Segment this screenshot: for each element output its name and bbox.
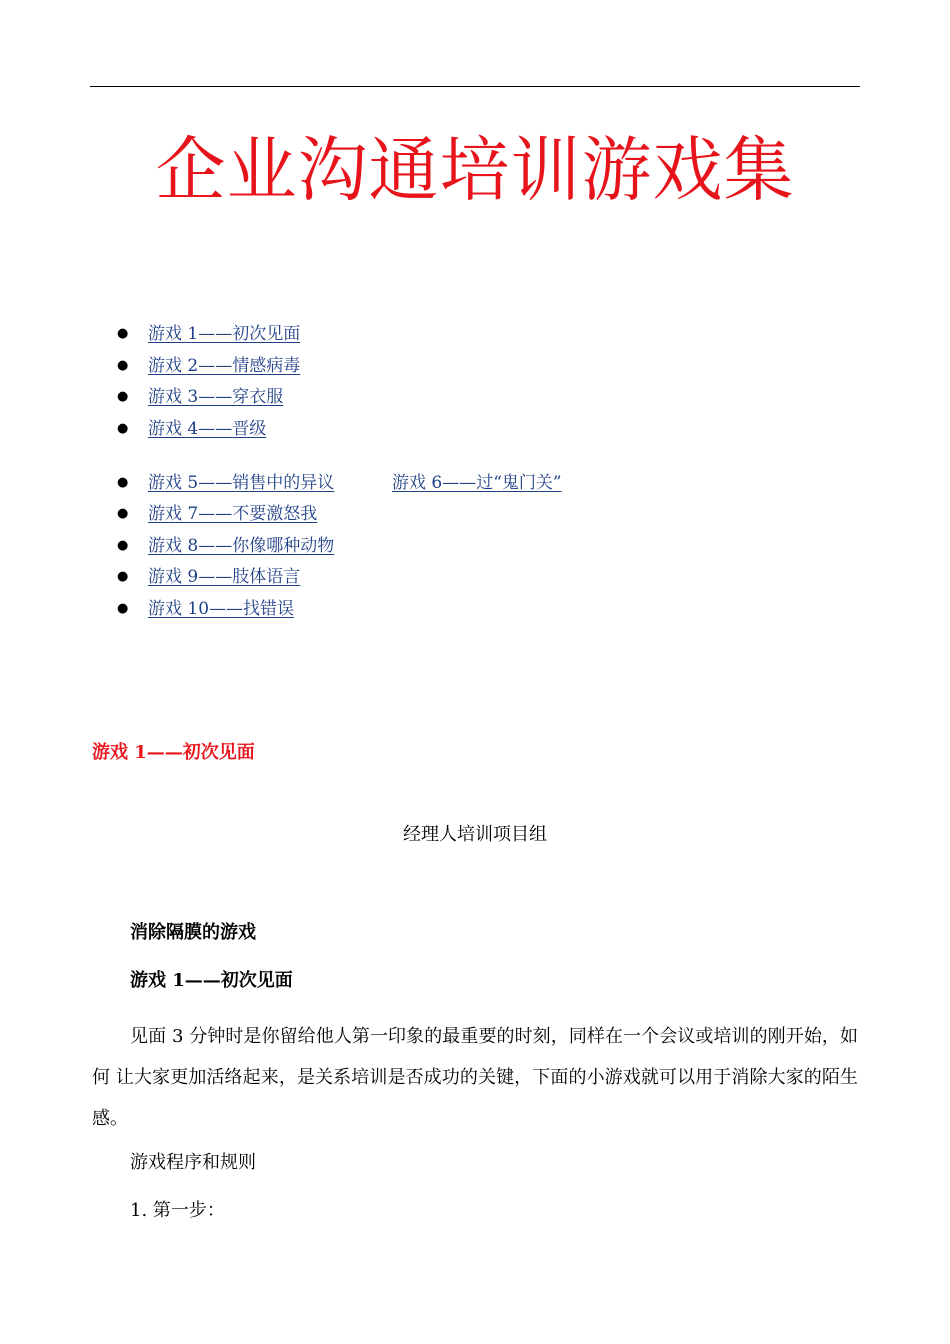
intro-paragraph: 见面 3 分钟时是你留给他人第一印象的最重要的时刻，同样在一个会议或培训的刚开始，如 何 让大家更加活络起来，是关系培训是否成功的关键，下面的小游戏就可以用于消除大家的陌生感。 (92, 1026, 858, 1129)
step-1-label: 1. 第一步： (130, 1200, 225, 1221)
bullet-icon: ● (117, 421, 129, 436)
game-title: 游戏 1——初次见面 (130, 970, 293, 991)
bullet-icon: ● (117, 538, 129, 553)
byline: 经理人培训项目组 (403, 824, 547, 845)
bullet-icon: ● (117, 569, 129, 584)
toc-link-game-10[interactable]: 游戏 10——找错误 (148, 599, 295, 619)
header-rule (90, 86, 860, 87)
procedure-label: 游戏程序和规则 (130, 1152, 256, 1173)
toc-link-game-6[interactable]: 游戏 6——过“鬼门关” (392, 473, 562, 493)
toc-link-game-3[interactable]: 游戏 3——穿衣服 (148, 387, 284, 407)
section-subtitle: 消除隔膜的游戏 (130, 922, 256, 943)
toc-link-game-9[interactable]: 游戏 9——肢体语言 (148, 567, 301, 587)
bullet-icon: ● (117, 358, 129, 373)
bullet-icon: ● (117, 475, 129, 490)
bullet-icon: ● (117, 601, 129, 616)
bullet-icon: ● (117, 389, 129, 404)
toc-link-game-7[interactable]: 游戏 7——不要激怒我 (148, 504, 318, 524)
document-title: 企业沟通培训游戏集 (155, 129, 795, 211)
toc-link-game-2[interactable]: 游戏 2——情感病毒 (148, 356, 301, 376)
bullet-icon: ● (117, 326, 129, 341)
section-heading: 游戏 1——初次见面 (92, 742, 255, 763)
toc-link-game-1[interactable]: 游戏 1——初次见面 (148, 324, 301, 344)
bullet-icon: ● (117, 506, 129, 521)
toc-link-game-8[interactable]: 游戏 8——你像哪种动物 (148, 536, 335, 556)
toc-link-game-5[interactable]: 游戏 5——销售中的异议 (148, 473, 335, 493)
toc-link-game-4[interactable]: 游戏 4——晋级 (148, 419, 267, 439)
